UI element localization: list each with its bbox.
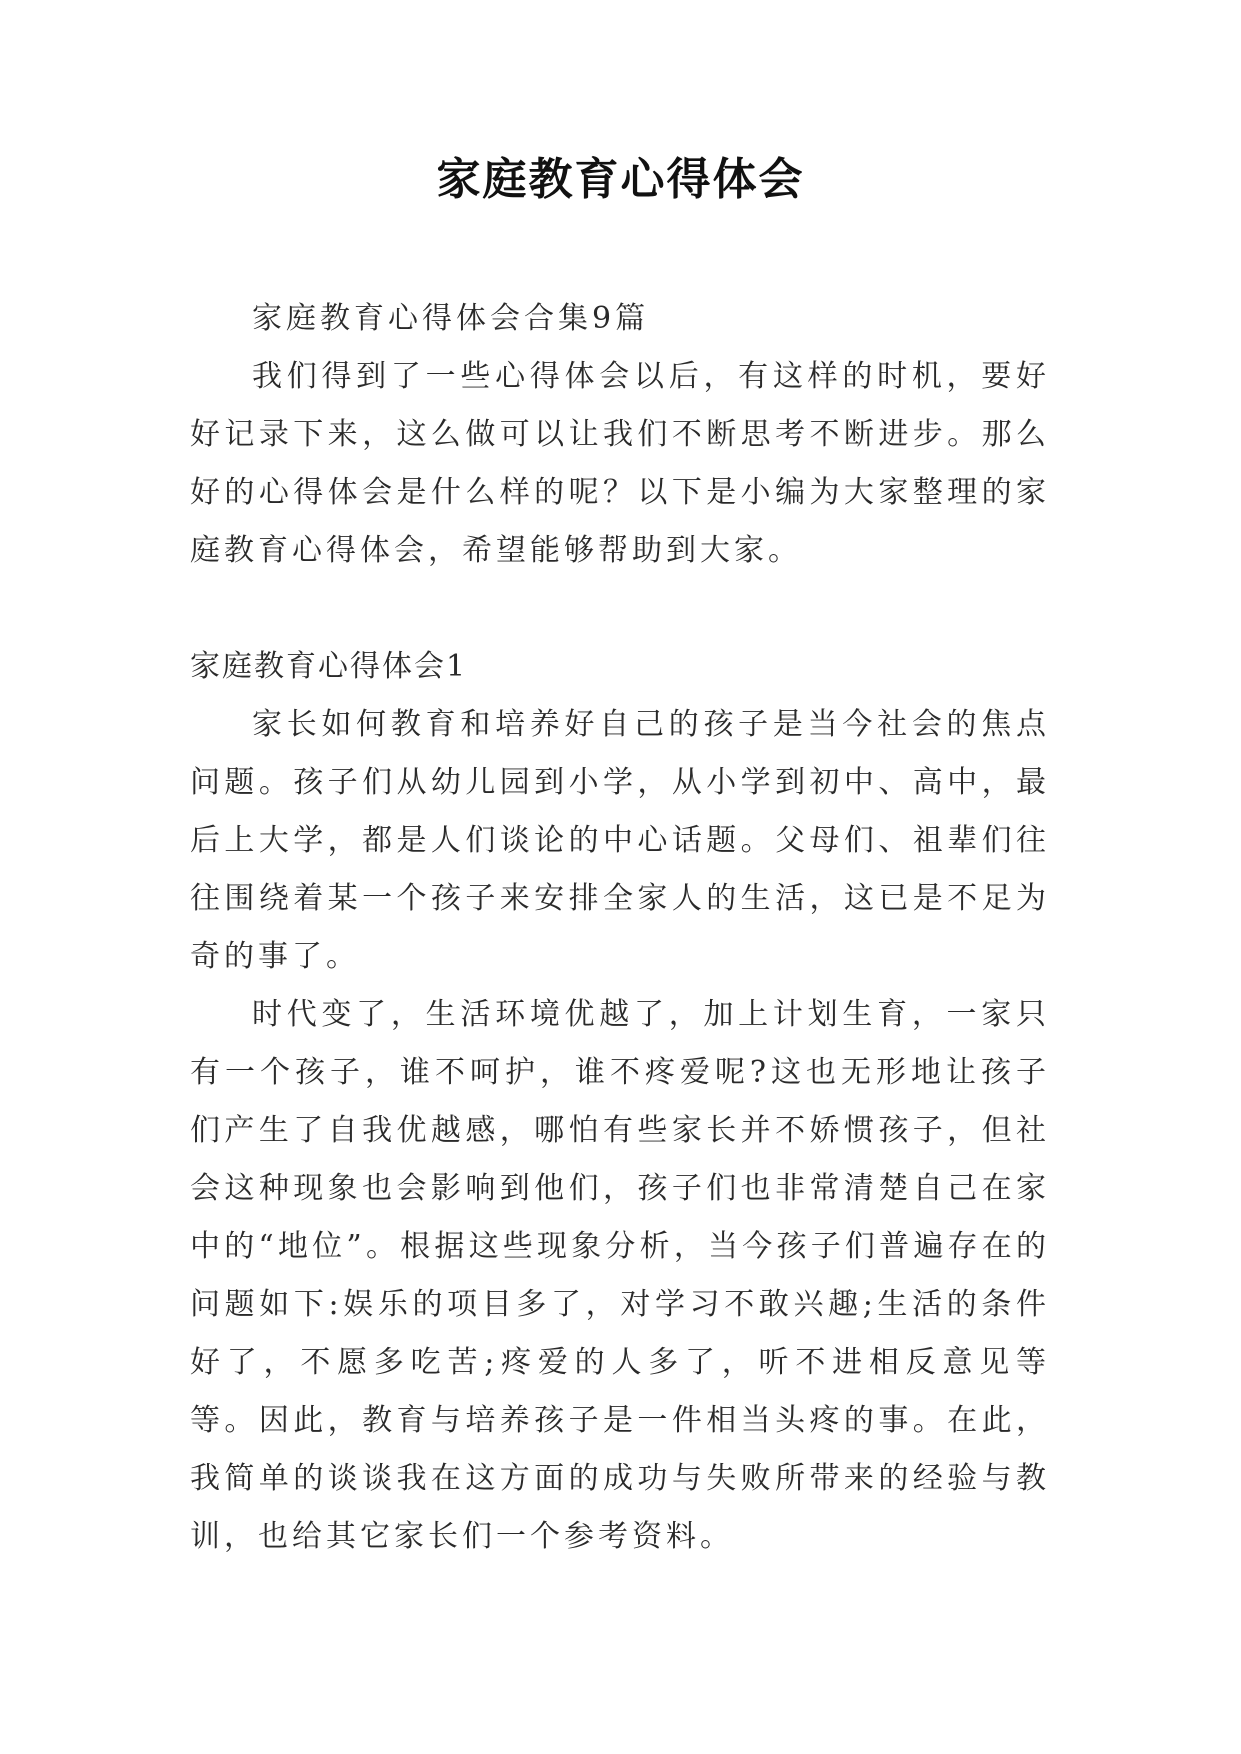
section-spacer <box>190 580 1050 638</box>
intro-paragraph: 我们得到了一些心得体会以后，有这样的时机，要好好记录下来，这么做可以让我们不断思考不断进步。那么好的心得体会是什么样的呢？以下是小编为大家整理的家庭教育心得体会，希望能够帮助到大家。 <box>190 359 1050 568</box>
document-subtitle: 家庭教育心得体会合集9篇 <box>252 301 650 336</box>
section-paragraph: 家长如何教育和培养好自己的孩子是当今社会的焦点问题。孩子们从幼儿园到小学，从小学到初中、高中，最后上大学，都是人们谈论的中心话题。父母们、祖辈们往往围绕着某一个孩子来安排全家人的生活，这已是不足为奇的事了。 <box>190 707 1050 974</box>
section-paragraph: 时代变了，生活环境优越了，加上计划生育，一家只有一个孩子，谁不呵护，谁不疼爱呢?这也无形地让孩子们产生了自我优越感，哪怕有些家长并不娇惯孩子，但社会这种现象也会影响到他们，孩子们也非常清楚自己在家中的“地位”。根据这些现象分析，当今孩子们普遍存在的问题如下:娱乐的项目多了，对学习不敢兴趣;生活的条件好了，不愿多吃苦;疼爱的人多了，听不进相反意见等等。因此，教育与培养孩子是一件相当头疼的事。在此，我简单的谈谈我在这方面的成功与失败所带来的经验与教训，也给其它家长们一个参考资料。 <box>190 997 1050 1554</box>
document-body <box>190 290 1050 1566</box>
section-heading: 家庭教育心得体会1 <box>190 649 468 684</box>
document-title: 家庭教育心得体会 <box>436 154 805 205</box>
